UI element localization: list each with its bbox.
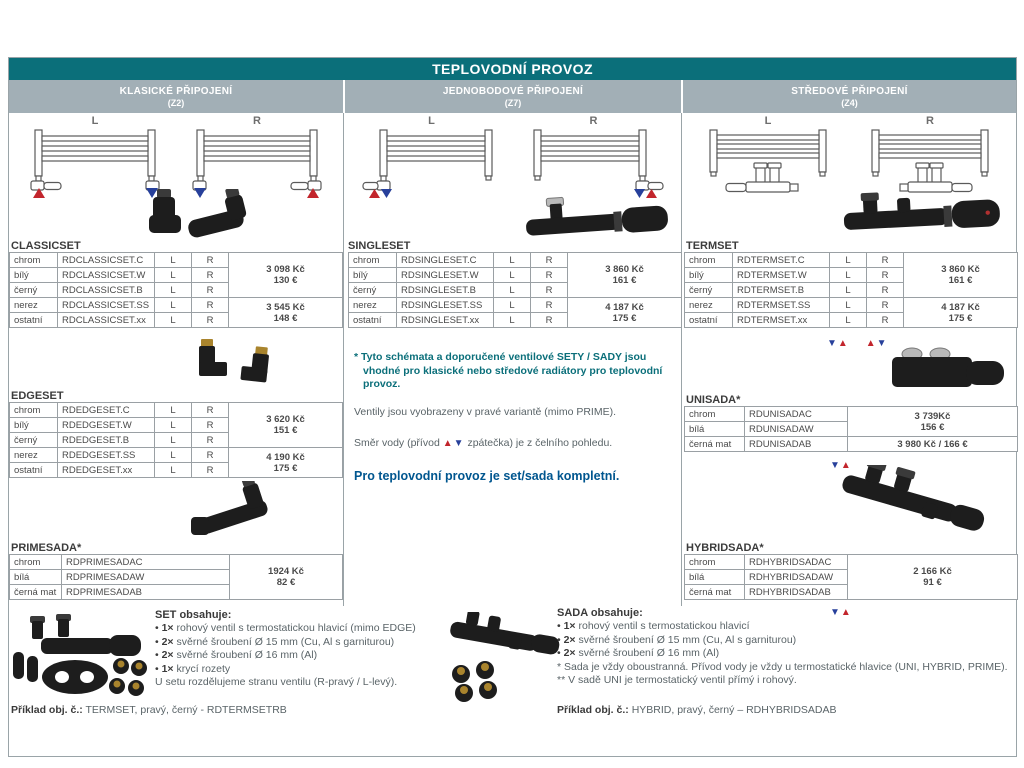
singleset-title: SINGLESET — [348, 240, 411, 252]
price-cell: 1924 Kč 82 € — [230, 555, 343, 600]
classicset-title: CLASSICSET — [11, 240, 81, 252]
sada-info — [557, 606, 1009, 688]
flow-up-icon: ▲ — [840, 607, 852, 618]
set-info-title: SET obsahuje: — [155, 609, 232, 621]
code-cell: RDUNISADAW — [745, 422, 848, 437]
list-item: • 1× krycí rozety — [155, 663, 455, 677]
color-cell: bílá — [685, 570, 745, 585]
flow-down-icon: ▼ — [830, 460, 841, 471]
l-cell: L — [155, 298, 192, 313]
color-cell: černý — [685, 283, 733, 298]
l-cell: L — [155, 283, 192, 298]
l-cell: L — [830, 313, 867, 328]
table-row — [685, 555, 1018, 570]
table-row — [10, 403, 343, 418]
diagram-l-label: L — [764, 115, 772, 127]
unisada-table — [684, 406, 1018, 452]
flow-up-icon: ▲ — [840, 460, 852, 471]
primesada-product-photo — [179, 481, 299, 539]
radiator-z7-left-icon — [362, 127, 502, 201]
radiator-z7-right-icon — [524, 127, 664, 201]
primesada-title: PRIMESADA* — [11, 542, 82, 554]
color-cell: černý — [349, 283, 397, 298]
table-row — [349, 253, 682, 268]
r-cell: R — [867, 298, 904, 313]
list-item: • 1× rohový ventil s termostatickou hlavicí (mimo EDGE) — [155, 622, 455, 636]
code-cell: RDHYBRIDSADAW — [745, 570, 848, 585]
header-code: (Z2) — [167, 97, 185, 108]
r-cell: R — [192, 298, 229, 313]
price-cell: 4 190 Kč 175 € — [229, 448, 343, 478]
edgeset-table — [9, 402, 343, 478]
color-cell: bílý — [685, 268, 733, 283]
r-cell: R — [531, 253, 568, 268]
code-cell: RDUNISADAB — [745, 437, 848, 452]
l-cell: L — [155, 403, 192, 418]
price-cell: 4 187 Kč 175 € — [904, 298, 1018, 328]
table-row — [10, 253, 343, 268]
termset-table — [684, 252, 1018, 328]
code-cell: RDEDGESET.B — [58, 433, 155, 448]
sada-order-example: Příklad obj. č.: HYBRID, pravý, černý – RDHYBRIDSADAB — [557, 704, 837, 716]
z4-diagram-right — [860, 115, 1000, 199]
diagram-r-label: R — [589, 115, 598, 127]
r-cell: R — [192, 418, 229, 433]
color-cell: bílý — [349, 268, 397, 283]
primesada-table — [9, 554, 343, 600]
code-cell: RDHYBRIDSADAB — [745, 585, 848, 600]
note-schemes: * Tyto schémata a doporučené ventilové SETY / SADY jsou vhodné pro klasické nebo středové radiátory pro teplovodní provoz. — [354, 351, 663, 390]
note-valves: Ventily jsou vyobrazeny v pravé variantě (mimo PRIME). — [354, 405, 617, 418]
termset-flow-arrows — [827, 333, 888, 351]
color-cell: černý — [10, 283, 58, 298]
page-title: TEPLOVODNÍ PROVOZ — [9, 58, 1016, 80]
l-cell: L — [155, 418, 192, 433]
price-cell: 3 545 Kč 148 € — [229, 298, 343, 328]
l-cell: L — [494, 313, 531, 328]
l-cell: L — [494, 253, 531, 268]
edgeset-product-photo — [189, 337, 299, 393]
column-klasicke — [9, 113, 344, 606]
code-cell: RDCLASSICSET.xx — [58, 313, 155, 328]
code-cell: RDSINGLESET.W — [397, 268, 494, 283]
unisada-product-photo — [882, 345, 1007, 395]
color-cell: chrom — [685, 253, 733, 268]
diagram-r-label: R — [926, 115, 934, 127]
color-cell: chrom — [10, 253, 58, 268]
set-side-note: U setu rozdělujeme stranu ventilu (R-pravý / L-levý). — [155, 676, 398, 688]
header-stredove — [683, 80, 1016, 113]
code-cell: RDTERMSET.W — [733, 268, 830, 283]
code-cell: RDTERMSET.B — [733, 283, 830, 298]
diagram-r-label: R — [253, 115, 261, 127]
flow-up-icon: ▲ — [837, 338, 849, 349]
r-cell: R — [867, 268, 904, 283]
unisada-title: UNISADA* — [686, 394, 741, 406]
color-cell: bílý — [10, 418, 58, 433]
diagram-l-label: L — [91, 115, 99, 127]
notes-block — [354, 351, 672, 483]
code-cell: RDCLASSICSET.C — [58, 253, 155, 268]
flow-up-icon: ▲ — [442, 438, 454, 449]
l-cell: L — [155, 253, 192, 268]
r-cell: R — [192, 268, 229, 283]
hybridsada-title: HYBRIDSADA* — [686, 542, 764, 554]
r-cell: R — [867, 283, 904, 298]
code-cell: RDCLASSICSET.W — [58, 268, 155, 283]
color-cell: černý — [10, 433, 58, 448]
code-cell: RDSINGLESET.B — [397, 283, 494, 298]
sada-info-title: SADA obsahuje: — [557, 607, 643, 619]
code-cell: RDSINGLESET.C — [397, 253, 494, 268]
header-label: STŘEDOVÉ PŘIPOJENÍ — [791, 85, 908, 97]
l-cell: L — [494, 268, 531, 283]
r-cell: R — [531, 283, 568, 298]
classicset-product-photo — [127, 189, 267, 239]
r-cell: R — [531, 268, 568, 283]
code-cell: RDCLASSICSET.SS — [58, 298, 155, 313]
code-cell: RDUNISADAC — [745, 407, 848, 422]
r-cell: R — [192, 283, 229, 298]
table-row — [349, 298, 682, 313]
l-cell: L — [830, 298, 867, 313]
l-cell: L — [155, 448, 192, 463]
color-cell: nerez — [349, 298, 397, 313]
r-cell: R — [192, 403, 229, 418]
z4-diagrams — [682, 115, 1016, 199]
column-stredove — [682, 113, 1016, 618]
termset-product-photo — [840, 189, 1008, 237]
r-cell: R — [531, 313, 568, 328]
table-row — [10, 298, 343, 313]
code-cell: RDHYBRIDSADAC — [745, 555, 848, 570]
hybridsada-table — [684, 554, 1018, 600]
table-row — [685, 407, 1018, 422]
code-cell: RDEDGESET.xx — [58, 463, 155, 478]
sada-components-photo — [433, 612, 568, 704]
table-row — [685, 298, 1018, 313]
r-cell: R — [867, 313, 904, 328]
code-cell: RDTERMSET.xx — [733, 313, 830, 328]
table-row — [10, 555, 343, 570]
list-item: • 2× svěrné šroubení Ø 16 mm (Al) — [557, 647, 1009, 661]
header-jednobodove — [345, 80, 681, 113]
r-cell: R — [192, 313, 229, 328]
code-cell: RDTERMSET.C — [733, 253, 830, 268]
list-item: • 1× rohový ventil s termostatickou hlavicí — [557, 620, 1009, 634]
r-cell: R — [192, 253, 229, 268]
header-label: JEDNOBODOVÉ PŘIPOJENÍ — [442, 85, 584, 97]
color-cell: černá mat — [685, 437, 745, 452]
color-cell: nerez — [10, 448, 58, 463]
code-cell: RDEDGESET.C — [58, 403, 155, 418]
l-cell: L — [830, 253, 867, 268]
flow-down-icon: ▼ — [830, 607, 841, 618]
singleset-table — [348, 252, 682, 328]
color-cell: ostatní — [349, 313, 397, 328]
set-components-photo — [13, 614, 153, 700]
z4-diagram-left — [698, 115, 838, 199]
code-cell: RDCLASSICSET.B — [58, 283, 155, 298]
set-info-list — [155, 622, 455, 676]
color-cell: černá mat — [685, 585, 745, 600]
color-cell: chrom — [10, 555, 62, 570]
code-cell: RDPRIMESADAC — [62, 555, 230, 570]
edgeset-title: EDGESET — [11, 390, 64, 402]
z7-diagram-left — [362, 115, 502, 201]
price-cell: 3 860 Kč 161 € — [904, 253, 1018, 298]
list-item: • 2× svěrné šroubení Ø 16 mm (Al) — [155, 649, 455, 663]
price-cell: 3 098 Kč 130 € — [229, 253, 343, 298]
header-klasicke — [9, 80, 343, 113]
table-row — [685, 437, 1018, 452]
z7-diagrams — [344, 115, 681, 201]
price-cell: 4 187 Kč 175 € — [568, 298, 682, 328]
price-cell: 3 860 Kč 161 € — [568, 253, 682, 298]
r-cell: R — [192, 463, 229, 478]
color-cell: nerez — [685, 298, 733, 313]
flow-down-icon — [381, 189, 392, 198]
hybridsada-product-photo — [832, 465, 992, 541]
code-cell: RDSINGLESET.SS — [397, 298, 494, 313]
color-cell: bílá — [685, 422, 745, 437]
r-cell: R — [867, 253, 904, 268]
set-info — [155, 608, 455, 690]
code-cell: RDTERMSET.SS — [733, 298, 830, 313]
color-cell: černá mat — [10, 585, 62, 600]
price-cell: 2 166 Kč 91 € — [848, 555, 1018, 600]
header-label: KLASICKÉ PŘIPOJENÍ — [119, 85, 233, 97]
l-cell: L — [494, 298, 531, 313]
r-cell: R — [192, 433, 229, 448]
r-cell: R — [531, 298, 568, 313]
l-cell: L — [155, 463, 192, 478]
list-item: • 2× svěrné šroubení Ø 15 mm (Cu, Al s garniturou) — [155, 636, 455, 650]
column-header-row — [9, 80, 1016, 113]
radiator-z4-left-icon — [698, 127, 838, 199]
sada-info-list — [557, 620, 1009, 661]
l-cell: L — [830, 283, 867, 298]
bottom-info-band — [9, 606, 1016, 756]
l-cell: L — [494, 283, 531, 298]
classicset-table — [9, 252, 343, 328]
flow-down-icon: ▼ — [827, 338, 838, 349]
catalog-page — [8, 57, 1017, 757]
sada-footnote-2: ** V sadě UNI je termostatický ventil přímý i rohový. — [557, 674, 797, 686]
r-cell: R — [192, 448, 229, 463]
color-cell: bílá — [10, 570, 62, 585]
header-code: (Z7) — [504, 97, 522, 108]
color-cell: ostatní — [10, 313, 58, 328]
l-cell: L — [830, 268, 867, 283]
diagram-l-label: L — [428, 115, 435, 127]
price-cell: 3 980 Kč / 166 € — [848, 437, 1018, 452]
table-row — [685, 253, 1018, 268]
note-flow-direction: Směr vody (přívod ▲▼ zpátečka) je z čelního pohledu. — [354, 437, 613, 449]
header-code: (Z4) — [841, 97, 858, 108]
code-cell: RDPRIMESADAW — [62, 570, 230, 585]
flow-down-icon: ▼ — [453, 438, 465, 449]
price-cell: 3 739Kč 156 € — [848, 407, 1018, 437]
code-cell: RDPRIMESADAB — [62, 585, 230, 600]
table-row — [10, 448, 343, 463]
z7-diagram-right — [524, 115, 664, 201]
color-cell: nerez — [10, 298, 58, 313]
column-jednobodove — [344, 113, 682, 606]
code-cell: RDEDGESET.W — [58, 418, 155, 433]
set-order-example: Příklad obj. č.: TERMSET, pravý, černý - RDTERMSETRB — [11, 704, 287, 716]
color-cell: bílý — [10, 268, 58, 283]
l-cell: L — [155, 268, 192, 283]
color-cell: chrom — [685, 407, 745, 422]
color-cell: chrom — [10, 403, 58, 418]
flow-up-icon: ▲ — [865, 338, 877, 349]
singleset-product-photo — [522, 193, 674, 239]
sada-footnote-1: * Sada je vždy oboustranná. Přívod vody je vždy u termostatické hlavice (UNI, HYBRID, PRIME). — [557, 660, 1008, 673]
color-cell: ostatní — [685, 313, 733, 328]
flow-down-icon: ▼ — [876, 338, 888, 349]
list-item: • 2× svěrné šroubení Ø 15 mm (Cu, Al s garniturou) — [557, 634, 1009, 648]
code-cell: RDSINGLESET.xx — [397, 313, 494, 328]
color-cell: chrom — [685, 555, 745, 570]
l-cell: L — [155, 313, 192, 328]
note-complete: Pro teplovodní provoz je set/sada kompletní. — [354, 468, 620, 483]
termset-title: TERMSET — [686, 240, 739, 252]
price-cell: 3 620 Kč 151 € — [229, 403, 343, 448]
l-cell: L — [155, 433, 192, 448]
code-cell: RDEDGESET.SS — [58, 448, 155, 463]
color-cell: ostatní — [10, 463, 58, 478]
color-cell: chrom — [349, 253, 397, 268]
